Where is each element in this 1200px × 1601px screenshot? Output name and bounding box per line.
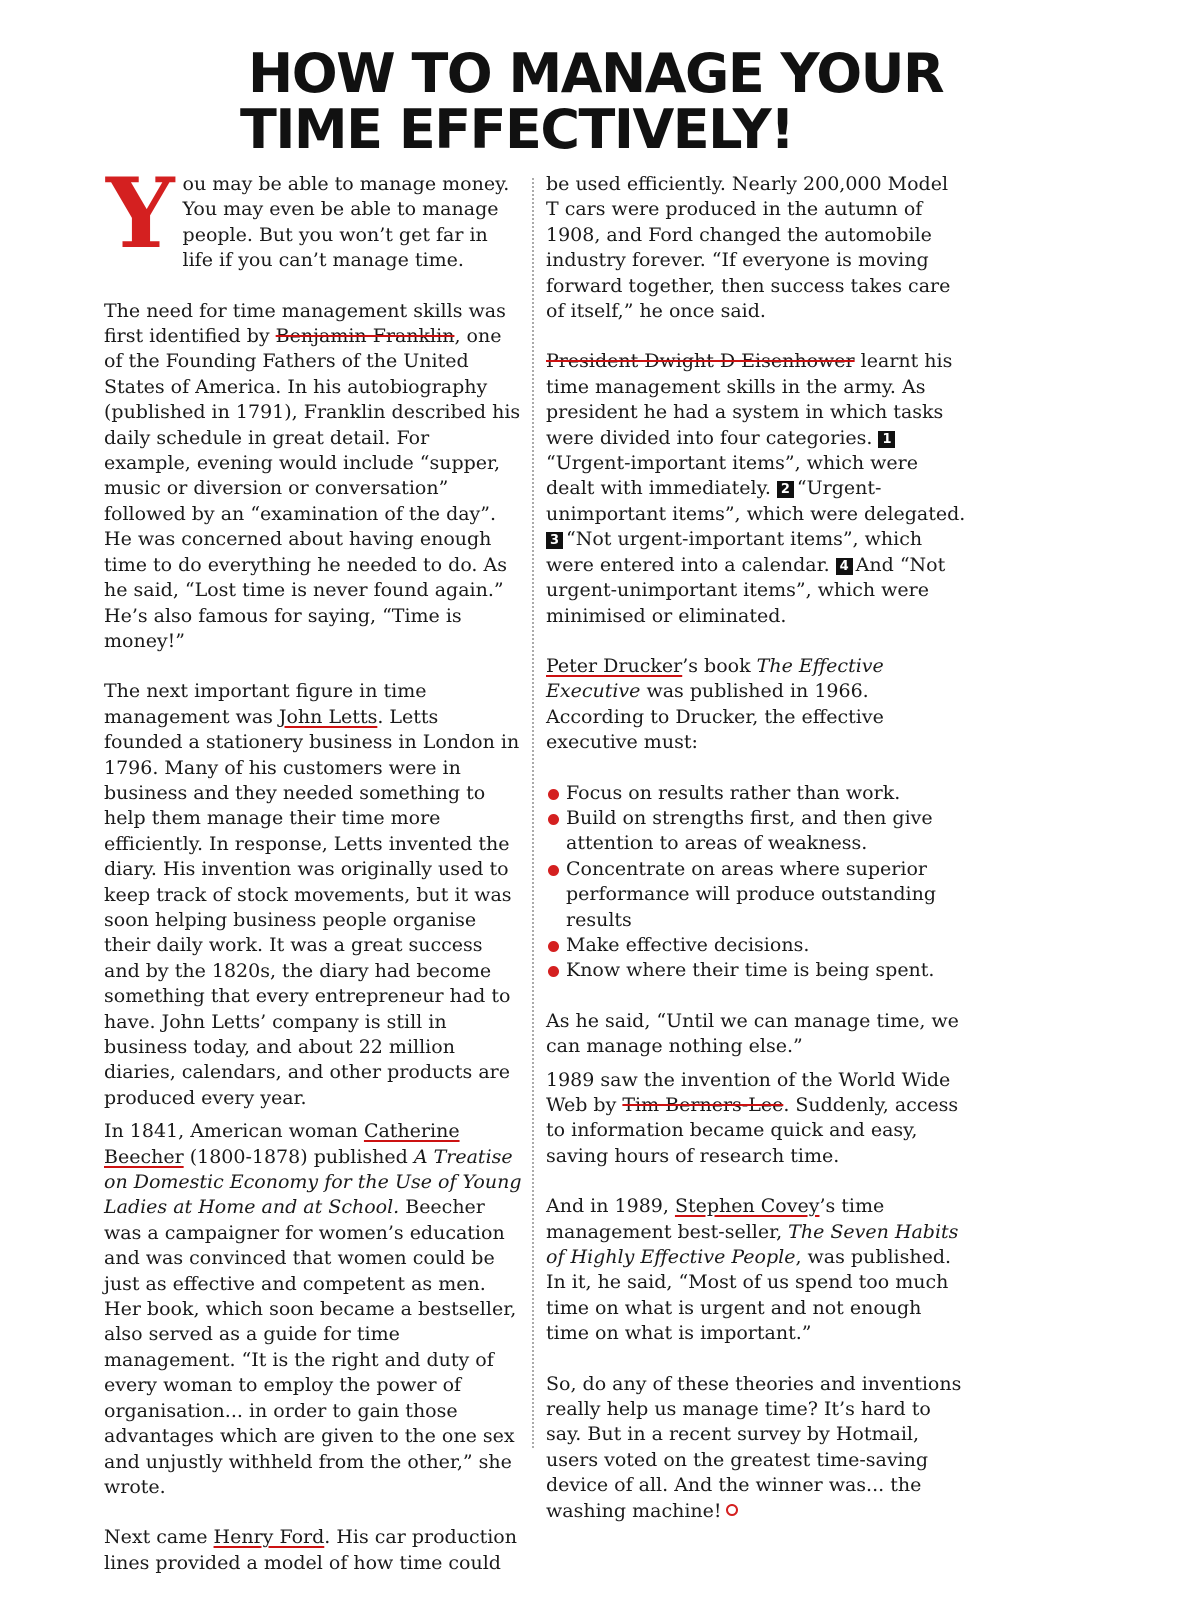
- drop-cap: Y: [106, 157, 175, 270]
- name-beecher: Catherine Beecher: [104, 1120, 460, 1168]
- title-line-2: TIME EFFECTIVELY!: [240, 98, 794, 161]
- drucker-quote-paragraph: As he said, “Until we can manage time, we can manage nothing else.”: [546, 1009, 959, 1058]
- title-line-1: HOW TO MANAGE YOUR: [248, 42, 944, 105]
- letts-paragraph: The next important figure in time management was John Letts. Letts founded a stationery business in London in 1796. Many of his customers were in business and they needed something to help them manage their time more efficiently. In response, Letts invented the diary. His invention was originally used to keep track of stock movements, but it was soon helping business people organise their daily work. It was a great success and by the 1820s, the diary had become something that every entrepreneur had to have. John Letts’ company is still in business today, and about 22 million diaries, calendars, and other products are produced every year.: [104, 680, 520, 1109]
- covey-paragraph: And in 1989, Stephen Covey’s time management best-seller, The Seven Habits of Highly Effective People, was published. In it, he said, “Most of us spend too much time on what is urgent and not enough time on what is important.”: [546, 1195, 959, 1345]
- intro-paragraph: You may be able to manage money. You may even be able to manage people. But you won’t get far in life if you can’t manage time.: [106, 157, 510, 272]
- right-column: [546, 172, 966, 1549]
- left-column: [104, 157, 522, 1601]
- name-ford: Henry Ford: [213, 1526, 325, 1549]
- list-item: Make effective decisions.: [546, 933, 966, 958]
- book-title-treatise: A Treatise on Domestic Economy for the Use of Young Ladies at Home and at School.: [104, 1145, 522, 1219]
- name-franklin: Benjamin Franklin: [275, 325, 455, 348]
- web-paragraph: 1989 saw the invention of the World Wide Web by Tim Berners-Lee. Suddenly, access to information became quick and easy, saving hours of research time.: [546, 1068, 959, 1167]
- book-title-effective-executive: The Effective Executive: [546, 654, 884, 703]
- number-badge-3: 3: [546, 532, 563, 549]
- list-item: Build on strengths first, and then give attention to areas of weakness.: [546, 806, 966, 857]
- name-drucker: Peter Drucker: [546, 654, 683, 677]
- end-mark-icon: [726, 1504, 738, 1516]
- number-badge-4: 4: [836, 558, 853, 575]
- list-item: Focus on results rather than work.: [546, 781, 966, 806]
- franklin-paragraph: The need for time management skills was first identified by Benjamin Franklin, one of the Founding Fathers of the United States of America. In his autobiography (published in 1791), Franklin described his daily schedule in great detail. For example, evening would include “supper, music or diversion or conversation” followed by an “examination of the day”. He was concerned about having enough time to do everything he needed to do. As he said, “Lost time is never found again.” He’s also famous for saying, “Time is money!”: [104, 299, 521, 652]
- name-covey: Stephen Covey: [674, 1195, 820, 1218]
- column-divider: [532, 178, 534, 1448]
- name-berners-lee: Tim Berners-Lee: [622, 1094, 784, 1116]
- name-eisenhower: President Dwight D Eisenhower: [546, 350, 855, 373]
- beecher-paragraph: In 1841, American woman Catherine Beecher (1800-1878) published A Treatise on Domestic Economy for the Use of Young Ladies at Home and at School. Beecher was a campaigner for women’s education and was convinced that women could be just as effective and competent as men. Her book, which soon became a bestseller, also served as a guide for time management. “It is the right and duty of every woman to employ the power of organisation... in order to gain those advantages which are given to the one sex and unjustly withheld from the other,” she wrote.: [104, 1120, 522, 1498]
- ford-paragraph: Next came Henry Ford. His car production lines provided a model of how time could: [104, 1526, 517, 1574]
- conclusion-paragraph: So, do any of these theories and inventions really help us manage time? It’s hard to say. But in a recent survey by Hotmail, users voted on the greatest time-saving device of all. And the winner was... the washing machine!: [546, 1372, 962, 1522]
- article-title: [240, 42, 1000, 161]
- number-badge-2: 2: [777, 481, 794, 498]
- drucker-list: [546, 781, 966, 984]
- book-title-seven-habits: The Seven Habits of Highly Effective People: [546, 1220, 959, 1269]
- number-badge-1: 1: [878, 431, 895, 448]
- list-item: Concentrate on areas where superior performance will produce outstanding results: [546, 857, 966, 933]
- eisenhower-paragraph: President Dwight D Eisenhower learnt his time management skills in the army. As president he had a system in which tasks were divided into four categories. 1“Urgent-important items”, which were dealt with immediately. 2 “Urgent-unimportant items”, which were delegated. 3 “Not urgent-important items”, which were entered into a calendar. 4 And “Not urgent-unimportant items”, which were minimised or eliminated.: [546, 350, 966, 627]
- ford-continued-paragraph: be used efficiently. Nearly 200,000 Model T cars were produced in the autumn of 1908, and Ford changed the automobile industry forever. “If everyone is moving forward together, then success takes care of itself,” he once said.: [546, 173, 951, 323]
- list-item: Know where their time is being spent.: [546, 958, 966, 983]
- drucker-paragraph: Peter Drucker’s book The Effective Executive was published in 1966. According to Drucker, the effective executive must:: [546, 654, 884, 754]
- name-letts: John Letts: [278, 705, 378, 728]
